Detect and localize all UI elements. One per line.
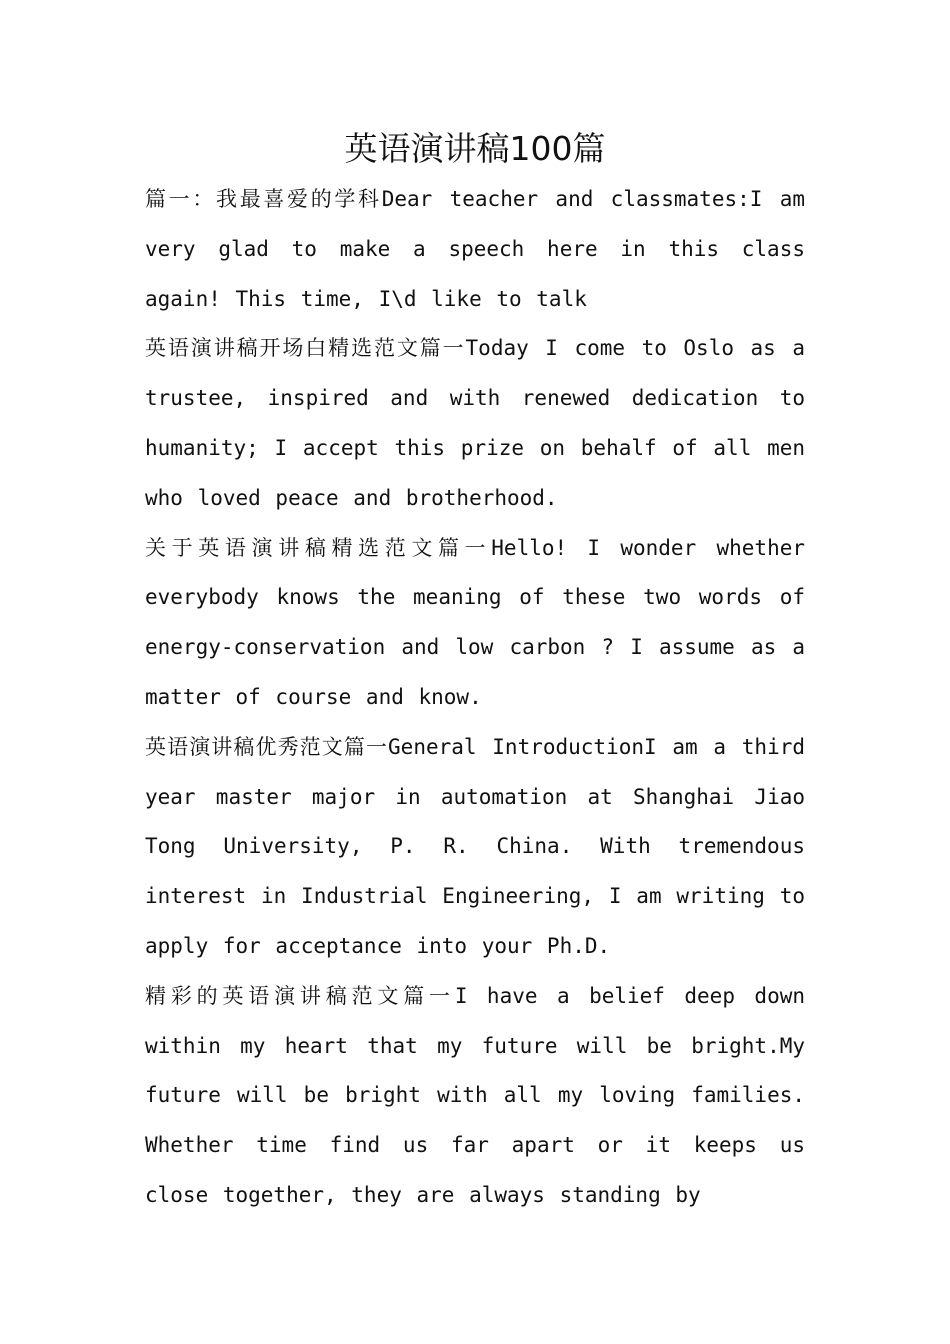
paragraph-4: 英语演讲稿优秀范文篇一General IntroductionI am a third year master major in automation at Shanghai Jiao Tong University, P. R. China. With tremendous interest in Industrial Engineering, I am writing to apply for acceptance into your Ph.D. [145,734,805,958]
document-title: 英语演讲稿100篇 [344,129,606,168]
paragraph-5: 精彩的英语演讲稿范文篇一I have a belief deep down within my heart that my future will be bright.My future will be bright with all my loving families. Whether time find us far apart or it keeps us close together, they are always standing by [145,983,805,1207]
paragraph-1: 篇一：我最喜爱的学科Dear teacher and classmates:I am very glad to make a speech here in this class again! This time, I\d like to talk [145,187,805,311]
document-body [145,175,805,1221]
paragraph-2: 英语演讲稿开场白精选范文篇一Today I come to Oslo as a trustee, inspired and with renewed dedication to humanity; I accept this prize on behalf of all men who loved peace and brotherhood. [145,336,805,510]
paragraph-3: 关于英语演讲稿精选范文篇一Hello! I wonder whether everybody knows the meaning of these two words of energy-conservation and low carbon ? I assume as a matter of course and know. [145,535,805,709]
